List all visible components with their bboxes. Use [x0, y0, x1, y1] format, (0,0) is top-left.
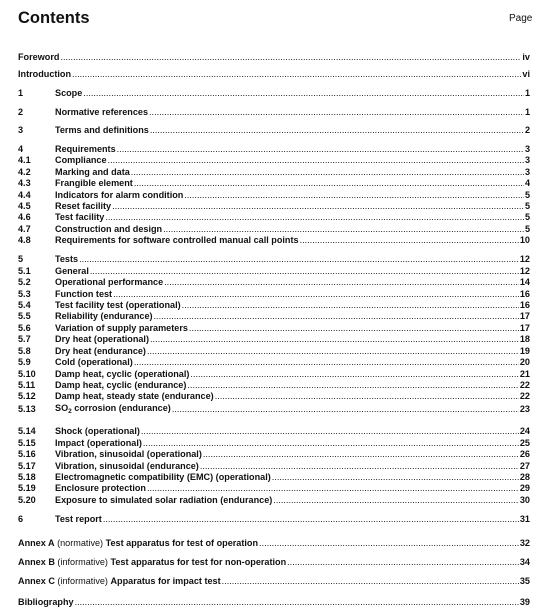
dot-leader — [300, 235, 519, 246]
toc-entry-label: Electromagnetic compatibility (EMC) (operational) — [55, 472, 271, 482]
toc-entry-label: Cold (operational) — [55, 357, 133, 367]
toc-entry-label: Operational performance — [55, 277, 164, 287]
toc-entry-page: 19 — [519, 346, 530, 356]
dot-leader — [149, 107, 524, 118]
toc-entry-page: 5 — [524, 224, 530, 234]
dot-leader — [83, 88, 524, 99]
toc-entry-number: 5.18 — [18, 472, 36, 482]
toc-entry-label: Damp heat, cyclic (endurance) — [55, 380, 187, 390]
toc-entry-label: $SO_2$ corrosion (endurance) — [55, 403, 171, 415]
toc-entry-label: Frangible element — [55, 178, 133, 188]
dot-leader — [172, 404, 519, 415]
toc-entry-page: 16 — [519, 289, 530, 299]
toc-entry-label: Dry heat (endurance) — [55, 346, 146, 356]
toc-entry-page: 29 — [519, 483, 530, 493]
annex-id: Annex C — [18, 576, 55, 586]
page-title: Contents — [18, 9, 90, 27]
toc-entry-page: iv — [522, 52, 530, 62]
toc-entry-label: Compliance — [55, 155, 107, 165]
toc-entry-page: 12 — [519, 266, 530, 276]
toc-entry-page: 30 — [519, 495, 530, 505]
annex-type: (informative) — [54, 557, 111, 567]
toc-entry-page: 2 — [524, 125, 530, 135]
toc-entry-number: 4.7 — [18, 224, 31, 234]
dot-leader — [287, 557, 519, 568]
toc-entry-label: Annex C (informative) Apparatus for impact test — [18, 576, 221, 586]
toc-entry-number: 5.4 — [18, 300, 31, 310]
toc-entry-page: 22 — [519, 380, 530, 390]
toc-entry-page: 14 — [519, 277, 530, 287]
dot-leader — [259, 538, 519, 549]
toc-entry-page: 17 — [519, 311, 530, 321]
annex-id: Annex B — [18, 557, 55, 567]
toc-entry-label: Test facility test (operational) — [55, 300, 181, 310]
toc-entry[interactable] — [18, 86, 530, 99]
toc-entry-label: Shock (operational) — [55, 426, 140, 436]
toc-entry-page: 32 — [519, 538, 530, 548]
toc-entry-number: 5.20 — [18, 495, 36, 505]
toc-entry-number: 5.11 — [18, 380, 36, 390]
dot-leader — [103, 514, 519, 525]
toc-entry-page: 17 — [519, 323, 530, 333]
dot-leader — [75, 597, 519, 608]
toc-entry-label: Vibration, sinusoidal (endurance) — [55, 461, 199, 471]
toc-entry-number: 5 — [18, 254, 24, 264]
toc-entry-label: Foreword — [18, 52, 60, 62]
toc-entry-label: Test report — [55, 514, 102, 524]
toc-entry-number: 5.3 — [18, 289, 31, 299]
toc-entry[interactable] — [18, 67, 530, 80]
toc-entry-page: 24 — [519, 426, 530, 436]
toc-entry-page: 3 — [524, 167, 530, 177]
toc-entry-number: 5.7 — [18, 334, 31, 344]
toc-entry[interactable] — [18, 233, 530, 246]
dot-leader — [150, 125, 524, 136]
toc-entry-label: Test facility — [55, 212, 105, 222]
toc-entry-page: 3 — [524, 155, 530, 165]
toc-entry[interactable] — [18, 512, 530, 525]
page-column-header: Page — [509, 13, 533, 24]
toc-entry-number: 4 — [18, 144, 24, 154]
toc-entry-label: Annex B (informative) Test apparatus for test for non-operation — [18, 557, 287, 567]
toc-entry-page: 5 — [524, 190, 530, 200]
toc-entry[interactable] — [18, 123, 530, 136]
toc-entry-number: 4.4 — [18, 190, 31, 200]
toc-entry-page: 12 — [519, 254, 530, 264]
toc-entry-label: Reliability (endurance) — [55, 311, 153, 321]
toc-entry-number: 6 — [18, 514, 24, 524]
annex-id: Annex A — [18, 538, 55, 548]
toc-entry-number: 5.1 — [18, 266, 31, 276]
toc-entry-number: 5.12 — [18, 391, 36, 401]
toc-entry-label: Damp heat, cyclic (operational) — [55, 369, 190, 379]
toc-entry-page: 1 — [524, 88, 530, 98]
toc-entry[interactable] — [18, 493, 530, 506]
toc-entry-page: 1 — [524, 107, 530, 117]
toc-entry-number: 3 — [18, 125, 24, 135]
toc-entry-number: 5.2 — [18, 277, 31, 287]
toc-entry-number: 5.10 — [18, 369, 36, 379]
toc-entry-page: 27 — [519, 461, 530, 471]
toc-entry-label: Marking and data — [55, 167, 130, 177]
toc-entry[interactable] — [18, 389, 530, 402]
toc-entry-page: 22 — [519, 391, 530, 401]
toc-entry-label: Indicators for alarm condition — [55, 190, 184, 200]
toc-entry-label: Tests — [55, 254, 79, 264]
annex-type: (normative) — [54, 538, 106, 548]
toc-entry-number: 5.6 — [18, 323, 31, 333]
toc-entry-number: 4.6 — [18, 212, 31, 222]
dot-leader — [60, 52, 521, 63]
toc-entry-number: 5.19 — [18, 483, 36, 493]
toc-entry-number: 2 — [18, 107, 24, 117]
toc-entry-page: 28 — [519, 472, 530, 482]
toc-entry-page: 16 — [519, 300, 530, 310]
toc-entry-page: 5 — [524, 212, 530, 222]
toc-entry-number: 5.16 — [18, 449, 36, 459]
toc-entry-label: Enclosure protection — [55, 483, 146, 493]
dot-leader — [222, 576, 519, 587]
toc-entry-number: 4.5 — [18, 201, 31, 211]
toc-entry[interactable] — [18, 50, 530, 63]
toc-entry-number: 5.17 — [18, 461, 36, 471]
toc-entry[interactable] — [18, 595, 530, 608]
toc-entry-label: Reset facility — [55, 201, 112, 211]
dot-leader — [273, 495, 519, 506]
toc-entry-page: 10 — [519, 235, 530, 245]
toc-entry-page: 18 — [519, 334, 530, 344]
toc-entry-number: 5.14 — [18, 426, 36, 436]
toc-entry[interactable] — [18, 402, 530, 415]
toc-entry-number: 5.13 — [18, 404, 36, 414]
toc-entry-label: Requirements for software controlled manual call points — [55, 235, 299, 245]
toc-entry-label: Normative references — [55, 107, 149, 117]
toc-entry-number: 4.3 — [18, 178, 31, 188]
toc-entry-label: Variation of supply parameters — [55, 323, 188, 333]
toc-entry-number: 5.8 — [18, 346, 31, 356]
toc-entry-number: 4.8 — [18, 235, 31, 245]
toc-annex-entry[interactable] — [18, 555, 530, 568]
toc-entry-label: Introduction — [18, 69, 72, 79]
toc-entry-label: Exposure to simulated solar radiation (endurance) — [55, 495, 273, 505]
toc-entry-page: 25 — [519, 438, 530, 448]
toc-entry-label: Annex A (normative) Test apparatus for test of operation — [18, 538, 259, 548]
toc-entry-label: Vibration, sinusoidal (operational) — [55, 449, 202, 459]
toc-entry-number: 5.9 — [18, 357, 31, 367]
toc-entry-number: 1 — [18, 88, 24, 98]
toc-entry-page: 3 — [524, 144, 530, 154]
toc-entry-page: 26 — [519, 449, 530, 459]
toc-entry-label: General — [55, 266, 89, 276]
toc-entry-page: 31 — [519, 514, 530, 524]
toc-entry-number: 5.5 — [18, 311, 31, 321]
annex-type: (informative) — [54, 576, 111, 586]
dot-leader — [72, 69, 521, 80]
toc-entry-page: 20 — [519, 357, 530, 367]
dot-leader — [215, 391, 519, 402]
toc-annex-entry[interactable] — [18, 536, 530, 549]
toc-entry-label: Function test — [55, 289, 113, 299]
toc-entry-number: 4.1 — [18, 155, 31, 165]
toc-entry-page: 35 — [519, 576, 530, 586]
toc-entry-number: 5.15 — [18, 438, 36, 448]
toc-entry-page: 21 — [519, 369, 530, 379]
toc-entry-label: Dry heat (operational) — [55, 334, 149, 344]
toc-entry[interactable] — [18, 105, 530, 118]
toc-entry-label: Bibliography — [18, 597, 74, 607]
toc-entry-page: 39 — [519, 597, 530, 607]
toc-entry-label: Damp heat, steady state (endurance) — [55, 391, 214, 401]
toc-entry-label: Construction and design — [55, 224, 163, 234]
toc-entry-page: vi — [522, 69, 530, 79]
toc-entry-number: 4.2 — [18, 167, 31, 177]
toc-entry-page: 23 — [519, 404, 530, 414]
toc-entry-page: 5 — [524, 201, 530, 211]
toc-entry-label: Scope — [55, 88, 83, 98]
toc-annex-entry[interactable] — [18, 574, 530, 587]
toc-entry-page: 4 — [524, 178, 530, 188]
toc-entry-label: Terms and definitions — [55, 125, 149, 135]
toc-entry-page: 34 — [519, 557, 530, 567]
toc-entry-label: Impact (operational) — [55, 438, 142, 448]
toc-entry-label: Requirements — [55, 144, 116, 154]
